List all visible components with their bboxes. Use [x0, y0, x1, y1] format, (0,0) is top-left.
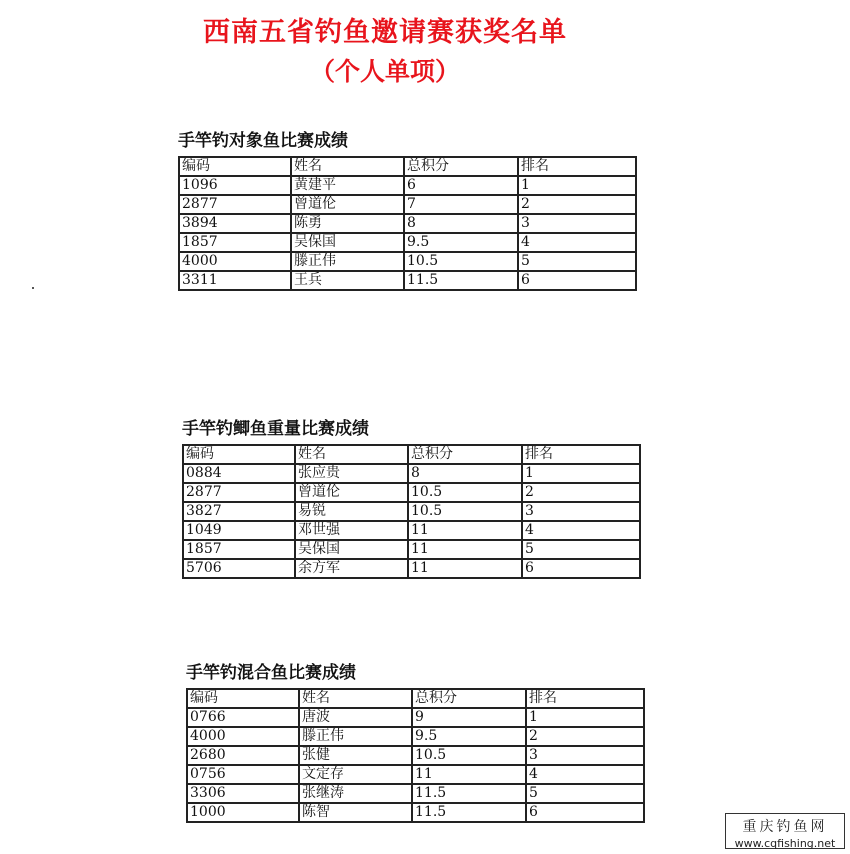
- table-row: [179, 233, 636, 252]
- cell-name: 文定存: [299, 765, 412, 784]
- cell-score: 9.5: [412, 727, 526, 746]
- cell-code: 1000: [187, 803, 299, 822]
- cell-code: 2877: [179, 195, 291, 214]
- cell-score: 11: [408, 540, 522, 559]
- cell-rank: 2: [522, 483, 640, 502]
- cell-code: 0884: [183, 464, 295, 483]
- cell-score: 11: [408, 559, 522, 578]
- header-rank: 排名: [526, 689, 644, 708]
- header-code: 编码: [183, 445, 295, 464]
- cell-code: 1857: [179, 233, 291, 252]
- section-heading: 手竿钓鲫鱼重量比赛成绩: [182, 419, 369, 439]
- cell-rank: 3: [522, 502, 640, 521]
- cell-name: 陈勇: [291, 214, 404, 233]
- cell-code: 5706: [183, 559, 295, 578]
- page-subtitle: （个人单项）: [309, 57, 460, 86]
- cell-name: 张健: [299, 746, 412, 765]
- table-row: [183, 540, 640, 559]
- cell-score: 6: [404, 176, 518, 195]
- table-row: [179, 214, 636, 233]
- cell-code: 2877: [183, 483, 295, 502]
- results-table: [186, 688, 645, 823]
- cell-score: 11.5: [412, 784, 526, 803]
- section-heading: 手竿钓混合鱼比赛成绩: [186, 663, 356, 683]
- header-score: 总积分: [404, 157, 518, 176]
- table-row: [183, 559, 640, 578]
- cell-name: 余方军: [295, 559, 408, 578]
- section-heading: 手竿钓对象鱼比赛成绩: [178, 131, 348, 151]
- cell-rank: 1: [518, 176, 636, 195]
- section-mixed-fish: [186, 658, 645, 823]
- cell-score: 9.5: [404, 233, 518, 252]
- cell-code: 1096: [179, 176, 291, 195]
- cell-rank: 1: [522, 464, 640, 483]
- cell-code: 3894: [179, 214, 291, 233]
- table-row: [187, 708, 644, 727]
- cell-code: 1857: [183, 540, 295, 559]
- header-name: 姓名: [291, 157, 404, 176]
- header-rank: 排名: [522, 445, 640, 464]
- site-watermark: [725, 813, 845, 849]
- table-row: [179, 252, 636, 271]
- cell-score: 8: [404, 214, 518, 233]
- table-header-row: [187, 689, 644, 708]
- page-title: 西南五省钓鱼邀请赛获奖名单: [203, 17, 567, 48]
- cell-name: 滕正伟: [299, 727, 412, 746]
- cell-score: 11: [412, 765, 526, 784]
- cell-score: 7: [404, 195, 518, 214]
- watermark-url: www.cqfishing.net: [734, 837, 836, 850]
- table-row: [179, 271, 636, 290]
- cell-name: 滕正伟: [291, 252, 404, 271]
- cell-code: 0756: [187, 765, 299, 784]
- cell-rank: 5: [518, 252, 636, 271]
- cell-name: 黄建平: [291, 176, 404, 195]
- cell-rank: 3: [518, 214, 636, 233]
- cell-rank: 5: [522, 540, 640, 559]
- cell-code: 4000: [179, 252, 291, 271]
- cell-code: 3311: [179, 271, 291, 290]
- results-table: [182, 444, 641, 579]
- cell-rank: 6: [518, 271, 636, 290]
- cell-name: 曾道伦: [291, 195, 404, 214]
- header-rank: 排名: [518, 157, 636, 176]
- table-row: [183, 464, 640, 483]
- cell-name: 王兵: [291, 271, 404, 290]
- table-row: [179, 195, 636, 214]
- cell-rank: 5: [526, 784, 644, 803]
- cell-name: 吴保国: [291, 233, 404, 252]
- results-table: [178, 156, 637, 291]
- header-code: 编码: [187, 689, 299, 708]
- cell-name: 唐波: [299, 708, 412, 727]
- cell-score: 8: [408, 464, 522, 483]
- cell-score: 11: [408, 521, 522, 540]
- cell-score: 9: [412, 708, 526, 727]
- cell-code: 1049: [183, 521, 295, 540]
- cell-score: 10.5: [412, 746, 526, 765]
- header-score: 总积分: [412, 689, 526, 708]
- cell-score: 10.5: [404, 252, 518, 271]
- table-row: [183, 521, 640, 540]
- cell-score: 11.5: [412, 803, 526, 822]
- cell-rank: 4: [526, 765, 644, 784]
- cell-score: 10.5: [408, 483, 522, 502]
- cell-code: 0766: [187, 708, 299, 727]
- cell-score: 10.5: [408, 502, 522, 521]
- table-row: [187, 784, 644, 803]
- table-header-row: [183, 445, 640, 464]
- table-row: [187, 727, 644, 746]
- cell-rank: 4: [518, 233, 636, 252]
- cell-code: 3306: [187, 784, 299, 803]
- header-score: 总积分: [408, 445, 522, 464]
- header-code: 编码: [179, 157, 291, 176]
- header-name: 姓名: [299, 689, 412, 708]
- section-target-fish: [178, 126, 637, 291]
- cell-name: 易锐: [295, 502, 408, 521]
- table-header-row: [179, 157, 636, 176]
- cell-name: 陈智: [299, 803, 412, 822]
- cell-rank: 1: [526, 708, 644, 727]
- cell-rank: 4: [522, 521, 640, 540]
- cell-name: 吴保国: [295, 540, 408, 559]
- table-row: [183, 502, 640, 521]
- cell-rank: 2: [518, 195, 636, 214]
- table-row: [187, 803, 644, 822]
- cell-name: 张应贵: [295, 464, 408, 483]
- cell-code: 2680: [187, 746, 299, 765]
- scan-speck: [32, 287, 34, 289]
- cell-name: 邓世强: [295, 521, 408, 540]
- section-crucian-weight: [182, 414, 641, 579]
- cell-code: 3827: [183, 502, 295, 521]
- table-row: [183, 483, 640, 502]
- cell-rank: 6: [522, 559, 640, 578]
- cell-name: 张继涛: [299, 784, 412, 803]
- table-row: [187, 746, 644, 765]
- cell-rank: 3: [526, 746, 644, 765]
- cell-score: 11.5: [404, 271, 518, 290]
- cell-rank: 2: [526, 727, 644, 746]
- table-row: [187, 765, 644, 784]
- cell-code: 4000: [187, 727, 299, 746]
- watermark-name: 重庆钓鱼网: [742, 819, 828, 835]
- cell-rank: 6: [526, 803, 644, 822]
- cell-name: 曾道伦: [295, 483, 408, 502]
- header-name: 姓名: [295, 445, 408, 464]
- table-row: [179, 176, 636, 195]
